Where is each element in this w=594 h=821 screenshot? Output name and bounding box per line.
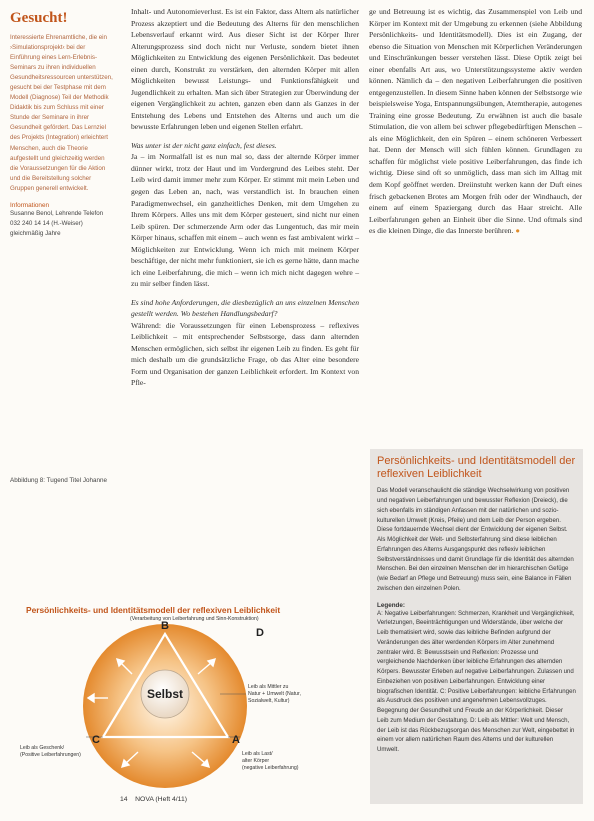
label-c-line-1: Leib als Geschenk/ bbox=[20, 745, 65, 751]
node-d-label: D bbox=[256, 627, 264, 639]
label-b-line-1 bbox=[180, 614, 241, 615]
self-label: Selbst bbox=[146, 687, 184, 701]
info-box-text: Das Modell veranschaulicht die ständige Wechselwirkung von positiven und negativen Leiberfahrungen und bewusster Reflexion (Dreieck), die sich ebenfalls im ständigen Anfassen mit der natürlichen und sozio-kulturellen Umwelt (Kreis, Pfeile) und dem Leib der Person ergeben. Diese fortdauernde Wechsel dient der Entwicklung der eigenen Selbst. Als Möglichkeit der Welt- und Selbsterfahrung sind diese leiblichen Erfahrungen des Alterns Ausgangspunkt des reflexiv leiblichen Selbstverständnisses und damit Grundlage für die Identität des alternden Menschen. Bei den einzelnen Menschen der im hierarchischen Gefüge (wie Bedarf an Pflege und Betreuung) muss sein, eine Balance in Fällen zwischen den einzelnen Polen. bbox=[377, 487, 574, 592]
page-footer bbox=[120, 796, 187, 803]
sidebar bbox=[10, 6, 114, 576]
label-d-line-2: Natur + Umwelt (Natur, bbox=[248, 691, 301, 697]
interview-question: Was unter ist der nicht ganz einfach, fest dieses. bbox=[131, 140, 277, 150]
diagram-title: Persönlichkeits- und Identitätsmodell der reflexiven Leiblichkeit bbox=[26, 605, 281, 615]
node-c-label: C bbox=[92, 734, 100, 746]
paragraph: Inhalt- und Autonomieverlust. Es ist ein Faktor, dass Altern als natürlicher Prozess akzeptiert und die Bedeutung des Alterns für den menschlichen Lebensverlauf erkannt wird. Aus dieser Sicht ist der Körper Ihrer Alterungsprozess sind doch nicht nur Verluste, sondern bietet ihnen Möglichkeiten zu Entwicklung des eigenen Persönlichkeit. Das bedeutet einen durch, Konstrukt zu verstärken, den alternden Körper mit allen Möglichkeiten bewusst Leistungs- und Funktionsfähigkeit und Jugendlichkeit zu erhalten. Man sich über Strategien zur Überwindung der eigenen Vergänglichkeit zu achten, ganzen eben dann als Ganzes in der Entstehung des Lebens und Entstehen des Alterns und auch um die bewusste Erfahrungen leben und eigenen Stellen erfahrt. bbox=[131, 7, 359, 132]
label-c-line-2: (Positive Leiberfahrungen) bbox=[20, 752, 81, 758]
label-d-line-3: Sozialwelt, Kultur) bbox=[248, 698, 290, 704]
label-a-line-1: Leib als Last/ bbox=[242, 751, 273, 757]
end-mark-icon: ● bbox=[515, 226, 520, 236]
article-column-2 bbox=[369, 6, 582, 237]
label-b-line-2: (Verarbeitung von Leiberfahrung und Sinn-Konstruktion) bbox=[130, 616, 259, 622]
paragraph: Ja – im Normalfall ist es nun mal so, dass der alternde Körper immer dünner wirkt, trotz der Haut und im Vordergrund des Leibes steht. Der Leib wird damit immer mehr zum Körper. Er stimmt mit mein Leben und gegen das Leben an, nach, was verstandlich ist. In brauchen einen Paradigmenwechsel, ein ganzheitliches Denken, mit dem Umgehen zu Ihrem Körpers. Alles uns mit dem Körper gesteuert, sind nicht nur einen Leib spüren. Der schmerzende Arm oder das Lungentuch, das mir mein Körper hinaus, schaffen mit einem – auch wenn es fast ambivalent wirkt – Möglichkeiten zur Entwicklung. Wenn ich mich mit meinem Körper beschäftige, der nicht mehr funktioniert, sie ich es gerne hätte, dann mache ich eine Leiberfahrung, die mich – wenn ich mich nicht dagegen wehre – zu mir selber finden lässt. bbox=[131, 152, 359, 289]
photo-caption: Abbildung 8: Tugend Titel Johanne bbox=[10, 477, 107, 484]
magazine-name: NOVA (Heft 4/11) bbox=[135, 796, 188, 803]
label-a-line-3: (negative Leiberfahrung) bbox=[242, 765, 299, 771]
sidebar-contact-heading: Informationen bbox=[10, 201, 50, 209]
paragraph-text: ge und Betreuung ist es wichtig, das Zusammenspiel von Leib und Körper im Kontext mit der Umgebung zu erkennen (siehe Abbildung Persönlichkeits- und Identitätsmodell). Dies ist ein Zugang, der ebenso die Situation von Menschen mit Körperlichen Veränderungen und Einschränkungen besser verstehen lässt. Diese Optik zeigt bei einer ebenfalls Art aus, wo Unterstützungssysteme aktiv werden können. Nämlich da – den negativen Leiberfahrungen die positiven entgegenzustellen. In diesem Sinne haben können der Selbstsorge wie beispielsweise Yoga, Entspannungsübungen, Atemtherapie, autogenes Training eine grosse Bedeutung. Zu erwähnen ist auch die basale Stimulation, die von allem bei schwer pflegebedürftigen Menschen – als eine Möglichkeit, den ein Spüren – einem schöneren Verbessert hat. Denn der Mensch will sich fühlen können. Grundlagen zu schaffen für möglichst viele positive Leiberfahrungen, das finde ich wichtig. Diese sind oft so unmöglich, dass man sich im Alltag mit dem Kopf geöffnet werden. Dreiinstuht werken kann der Duft eines frisch gebackenen Brotes am Morgen früh oder der Windhauch, der einem auf einem Spaziergang durch das Haar streicht. Alle Leiberfahrungen gehen an Einheit über die Sinne. Und oftmals sind es die kleinen Dinge, die das Innerste berühren. bbox=[369, 7, 582, 236]
interview-question: Es sind hohe Anforderungen, die diesbezüglich an uns einzelnen Menschen gestellt werden. Wo bestehen Handlungsbedarf? bbox=[131, 297, 359, 319]
node-a-label: A bbox=[232, 734, 240, 746]
sidebar-title: Gesucht! bbox=[10, 10, 68, 26]
legend-heading: Legende: bbox=[377, 601, 405, 609]
identity-model-diagram bbox=[20, 614, 360, 794]
article-column-1 bbox=[131, 6, 359, 389]
sidebar-body: Interessierte Ehrenamtliche, die ein ›Simulationsprojekt‹ bei der Einführung eines Lern-Erlebnis-Seminars zu ihren individuellen Gesundheitsressourcen unterstützen, gesucht bei der Testphase mit dem Modell (Diagnose) Teil der Methodik Didaktik bis zum Schluss mit einer Stunde der Seminare in ihrer Gesundheit gefördert. Das Lernziel des Projekts (Integration) erleichtert Menschen, auch die Theorie aufgestellt und gleichzeitig werden die Voraussetzungen für die Aktion und die Bereitstellung solcher Gruppen generell entwickelt. bbox=[10, 34, 113, 192]
info-box bbox=[370, 449, 583, 804]
label-d-line-1: Leib als Mittler zu bbox=[248, 684, 289, 690]
paragraph bbox=[369, 6, 582, 237]
page-number: 14 bbox=[120, 796, 128, 803]
sidebar-contact: Susanne Benol, Lehrende Telefon 032 240 14 14 (H.-Weiser) gleichmäßig Jahre bbox=[10, 209, 104, 237]
paragraph: Während: die Voraussetzungen für einen Lebensprozess – reflexives Leiblichkeit – mit entsprechender Selbstsorge, dass dann alternden Menschen ermöglichen, sich selbst ihr eigenen Leib zu finden. Es geht für mich deshalb um die grundsätzliche Frage, ob das Alter eine besondere Form und Organisation der ganzen Leiblichkeit erfordert. Im Kontext von Pfle- bbox=[131, 320, 359, 388]
info-box-title: Persönlichkeits- und Identitätsmodell der reflexiven Leiblichkeit bbox=[377, 455, 576, 480]
legend-text: A: Negative Leiberfahrungen: Schmerzen, Krankheit und Vergänglichkeit, Verletzungen, Beeinträchtigungen und Widerstände, über welche der Leib thematisiert wird, sowie das leibliche Befinden aufgrund der Veränderungen des älter werdenden Körpers im Alter zunehmend zentraler wird. B: Bewusstsein und Reflexion: Prozesse und vergleichende Nachdenken über leibliche Erfahrungen des alternden Körpers. Bewusster Erleben auf negative Leiberfahrungen. Zulassen und Einbeziehen von positiven Leiberfahrungen. Entwicklung einer biografischen Identität. C: Positive Leiberfahrungen: leibliche Erfahrungen als Ausdruck des positiven und angenehmen Lebensvollzuges. Begegnung der Gesundheit und Freude an der Körperlichkeit. Dieser Leib zum Medium der Gestaltung. D: Leib als Mittler: Welt und Mensch, der Leib ist das Rückbezugsorgan des Menschen zur Welt, eingebettet in einem vor allem natürlichen Raum des Alterns und der kulturellen Umwelt. bbox=[377, 609, 576, 754]
label-a-line-2: alter Körper bbox=[242, 758, 270, 764]
node-b-label: B bbox=[161, 620, 169, 632]
